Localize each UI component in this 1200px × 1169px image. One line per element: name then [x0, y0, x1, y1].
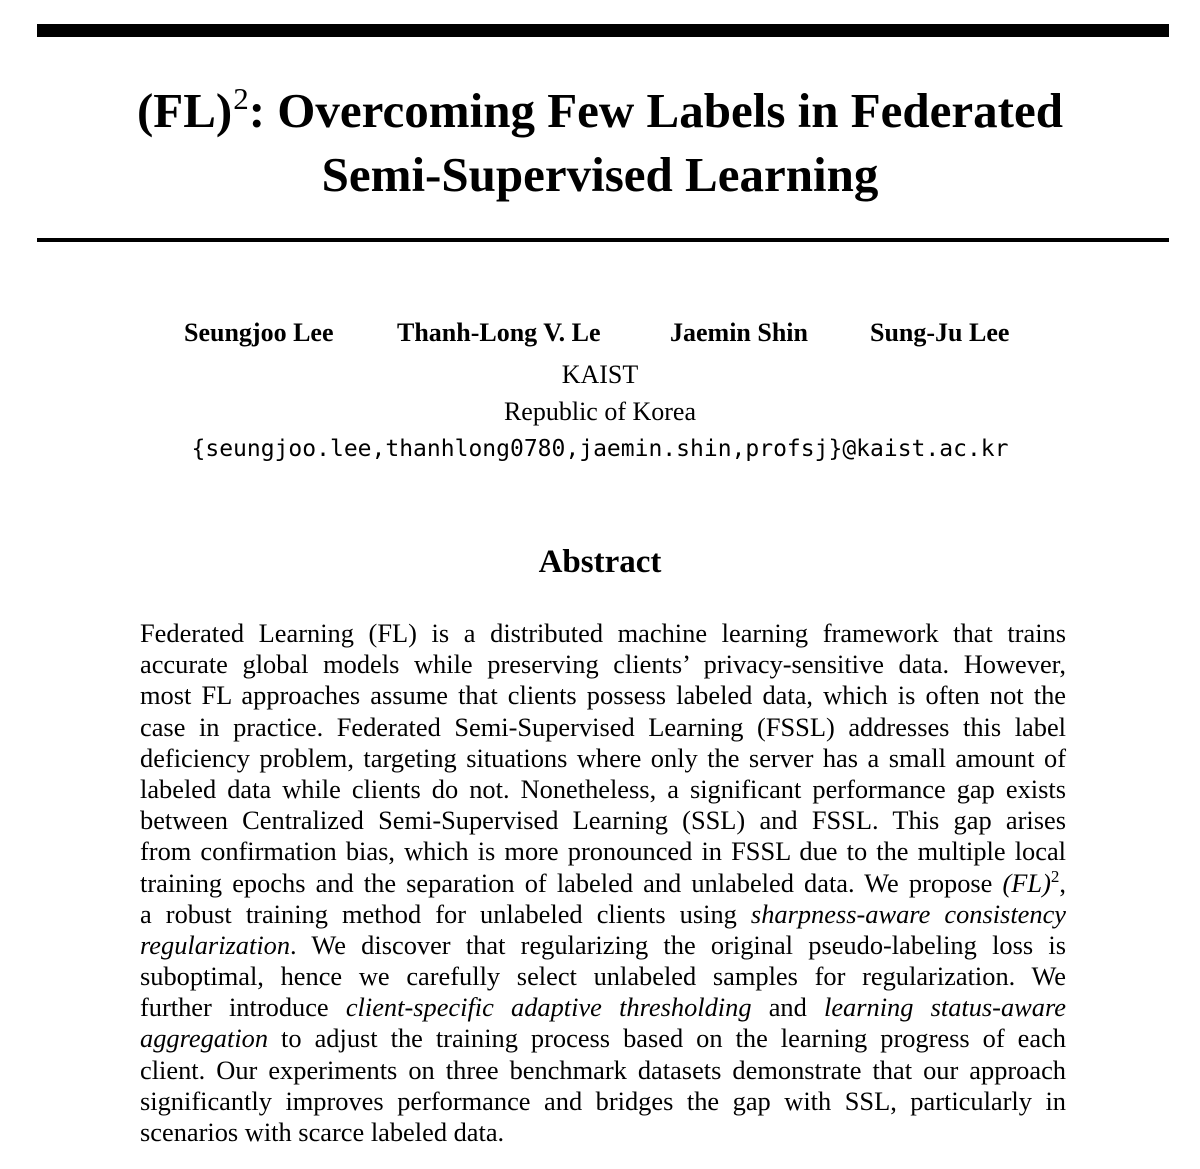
title-line-2: Semi-Supervised Learning	[321, 147, 879, 202]
abstract-text: to adjust the training process based on the learning progress of each	[268, 1023, 1066, 1054]
abstract-line: deficiency problem, targeting situations where only the server has a small amount of	[140, 742, 1066, 773]
abstract-line: scenarios with scarce labeled data.	[140, 1117, 505, 1147]
method-name: (FL)	[1002, 867, 1051, 898]
abstract-line: significantly improves performance and bridges the gap with SSL, particularly in	[140, 1085, 1066, 1116]
title-superscript: 2	[233, 81, 249, 116]
abstract-line	[140, 992, 1066, 1023]
bottom-rule	[37, 238, 1169, 242]
abstract-line	[140, 868, 1066, 899]
abstract-text: further introduce	[140, 992, 346, 1023]
abstract-line: labeled data while clients do not. Nonetheless, a significant performance gap exists	[140, 773, 1066, 804]
abstract-line: case in practice. Federated Semi-Supervised Learning (FSSL) addresses this label	[140, 711, 1066, 742]
abstract-emphasis: learning status-aware	[823, 992, 1066, 1023]
title-prefix: (FL)	[136, 83, 233, 138]
abstract-text: and	[751, 992, 824, 1023]
abstract-heading: Abstract	[538, 544, 662, 580]
abstract-line	[140, 899, 1066, 930]
abstract-line: most FL approaches assume that clients possess labeled data, which is often not the	[140, 680, 1066, 711]
author-list	[0, 318, 1200, 354]
abstract-line: between Centralized Semi-Supervised Learning (SSL) and FSSL. This gap arises	[140, 805, 1066, 836]
top-rule	[37, 24, 1169, 37]
abstract-line: client. Our experiments on three benchmark datasets demonstrate that our approach	[140, 1054, 1066, 1085]
author-3: Jaemin Shin	[670, 318, 808, 347]
author-emails: {seungjoo.lee,thanhlong0780,jaemin.shin,profsj}@kaist.ac.kr	[191, 436, 1009, 462]
abstract-body	[140, 618, 1066, 1148]
abstract-emphasis: sharpness-aware consistency	[750, 898, 1066, 929]
author-2: Thanh-Long V. Le	[397, 318, 601, 347]
abstract-emphasis: client-specific adaptive thresholding	[345, 992, 752, 1023]
abstract-emphasis: regularization	[140, 929, 291, 960]
affiliation-country: Republic of Korea	[503, 397, 697, 426]
affiliation-institution: KAIST	[561, 360, 639, 389]
abstract-line: suboptimal, hence we carefully select unlabeled samples for regularization. We	[140, 961, 1066, 992]
abstract-text: training epochs and the separation of labeled and unlabeled data. We propose	[140, 867, 1003, 898]
paper-title	[0, 82, 1200, 204]
abstract-line: Federated Learning (FL) is a distributed machine learning framework that trains	[140, 618, 1066, 648]
author-4: Sung-Ju Lee	[870, 318, 1010, 347]
abstract-line: from confirmation bias, which is more pronounced in FSSL due to the multiple local	[140, 836, 1066, 867]
author-1: Seungjoo Lee	[184, 318, 334, 347]
abstract-line: accurate global models while preserving clients’ privacy-sensitive data. However,	[140, 649, 1066, 680]
abstract-line	[140, 930, 1066, 961]
method-superscript: 2	[1050, 866, 1060, 886]
title-line-1	[0, 82, 1200, 146]
abstract-text: ,	[1059, 867, 1066, 898]
abstract-text: . We discover that regularizing the original pseudo-labeling loss is	[290, 929, 1066, 960]
title-line-1-rest: : Overcoming Few Labels in Federated	[248, 83, 1064, 138]
abstract-text: a robust training method for unlabeled clients using	[140, 898, 751, 929]
abstract-emphasis: aggregation	[140, 1023, 269, 1054]
abstract-line	[140, 1023, 1066, 1054]
